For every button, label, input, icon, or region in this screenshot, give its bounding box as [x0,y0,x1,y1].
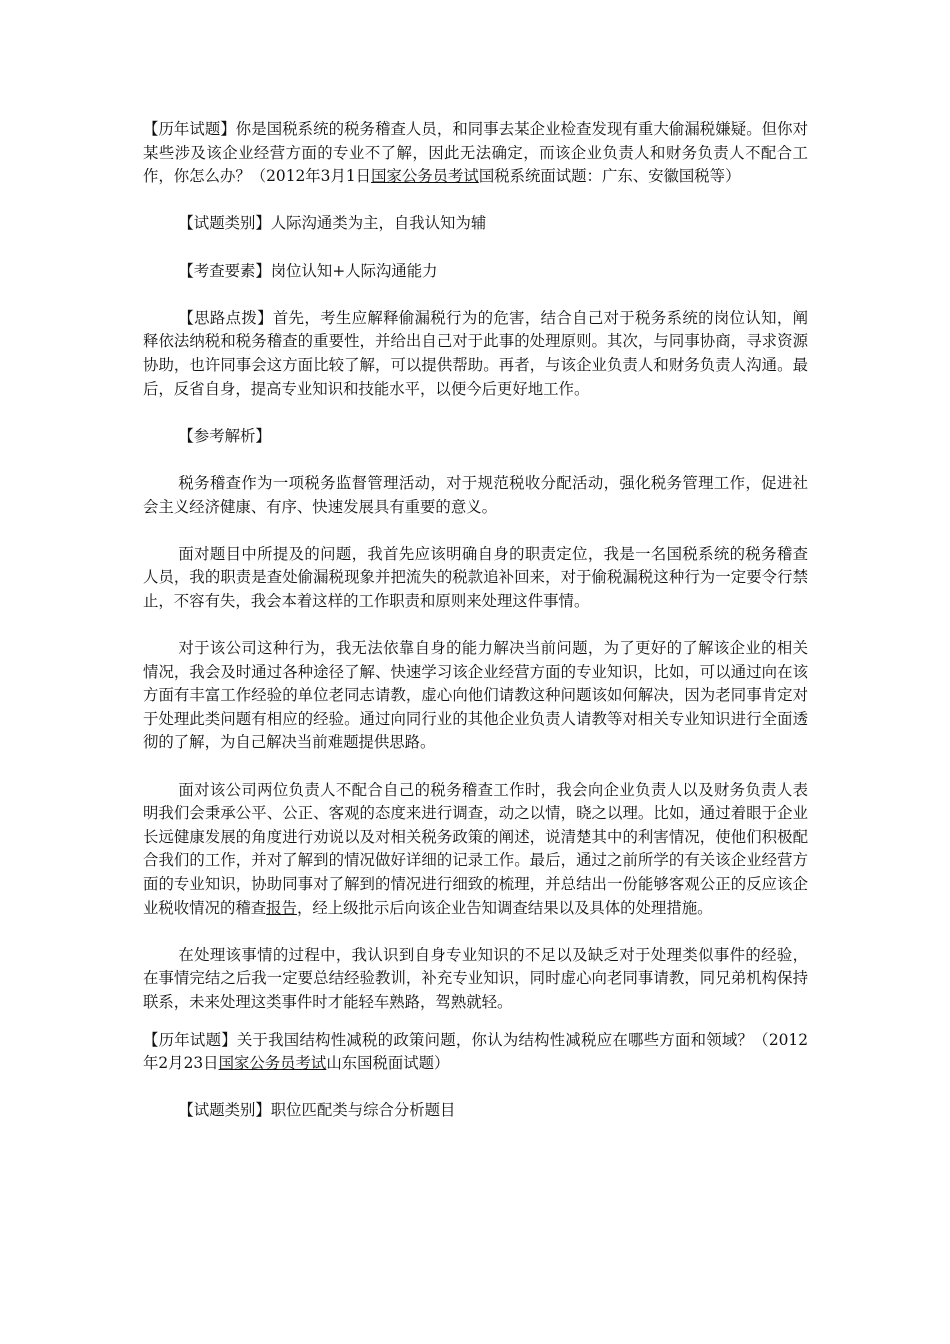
question-1-intro [143,118,808,189]
question-2-intro [143,1029,808,1076]
approach-hint: 【思路点拨】首先，考生应解释偷漏税行为的危害，结合自己对于税务系统的岗位认知，阐释依法纳税和税务稽查的重要性，并给出自己对于此事的处理原则。其次，与同事协商，寻求资源协助，也许同事会这方面比较了解，可以提供帮助。再者，与该企业负责人和财务负责人沟通。最后，反省自身，提高专业知识和技能水平，以便今后更好地工作。 [143,308,808,398]
analysis-paragraph-2: 面对题目中所提及的问题，我首先应该明确自身的职责定位，我是一名国税系统的税务稽查人员，我的职责是查处偷漏税现象并把流失的税款追补回来，对于偷税漏税这种行为一定要令行禁止，不容有失，我会本着这样的工作职责和原则来处理这件事情。 [143,544,808,610]
question-1-source: 国税系统面试题：广东、安徽国税等） [478,167,741,186]
assessment-elements: 【考查要素】岗位认知+人际沟通能力 [178,261,438,280]
analysis-paragraph-4-text: 面对该公司两位负责人不配合自己的税务稽查工作时，我会向企业负责人以及财务负责人表明我们会秉承公平、公正、客观的态度来进行调查，动之以情，晓之以理。比如，通过着眼于企业长远健康发展的角度进行劝说以及对相关税务政策的阐述，说清楚其中的利害情况，使他们积极配合我们的工作，并对了解到的情况做好详细的记录工作。最后，通过之前所学的有关该企业经营方面的专业知识，协助同事对了解到的情况进行细致的梳理，并总结出一份能够客观公正的反应该企业税收情况的稽查 [143,780,808,917]
exam-link[interactable]: 国家公务员考试 [371,167,479,186]
question-1-text: 【历年试题】你是国税系统的税务稽查人员，和同事去某企业检查发现有重大偷漏税嫌疑。但你对某些涉及该企业经营方面的专业不了解，因此无法确定，而该企业负责人和财务负责人不配合工作，你怎么办？（2012年3月1日 [143,120,808,186]
analysis-paragraph-3: 对于该公司这种行为，我无法依靠自身的能力解决当前问题，为了更好的了解该企业的相关情况，我会及时通过各种途径了解、快速学习该企业经营方面的专业知识，比如，可以通过向在该方面有丰富工作经验的单位老同志请教，虚心向他们请教这种问题该如何解决，因为老同事肯定对于处理此类问题有相应的经验。通过向同行业的其他企业负责人请教等对相关专业知识进行全面透彻的了解，为自己解决当前难题提供思路。 [143,639,808,752]
analysis-paragraph-1: 税务稽查作为一项税务监督管理活动，对于规范税收分配活动，强化税务管理工作，促进社会主义经济健康、有序、快速发展具有重要的意义。 [143,473,808,516]
question-2-source: 山东国税面试题） [326,1054,450,1073]
exam-link-2[interactable]: 国家公务员考试 [218,1054,327,1073]
analysis-paragraph-4 [143,779,808,921]
analysis-paragraph-4-end: ，经上级批示后向该企业告知调查结果以及具体的处理措施。 [296,898,713,917]
analysis-paragraph-5: 在处理该事情的过程中，我认识到自身专业知识的不足以及缺乏对于处理类似事件的经验，在事情完结之后我一定要总结经验教训，补充专业知识，同时虚心向老同事请教，同兄弟机构保持联系，未来处理这类事件时才能轻车熟路，驾熟就轻。 [143,945,808,1011]
report-link[interactable]: 报告 [266,898,297,917]
question-2-text: 【历年试题】关于我国结构性减税的政策问题，你认为结构性减税应在哪些方面和领域？（2012年2月23日 [143,1030,808,1073]
question-category: 【试题类别】人际沟通类为主，自我认知为辅 [178,214,487,233]
analysis-heading: 【参考解析】 [178,426,271,445]
document-page [143,118,808,1123]
question-2-category: 【试题类别】职位匹配类与综合分析题目 [178,1101,456,1120]
